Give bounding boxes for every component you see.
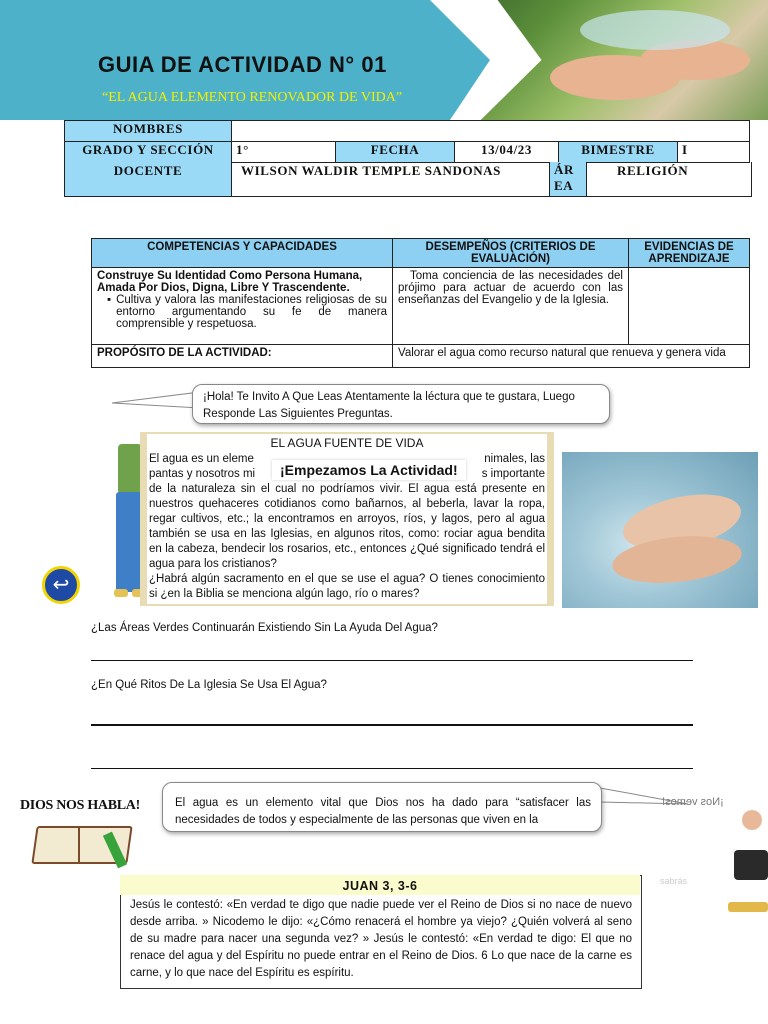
comp-header-evidencias: EVIDENCIAS DE APRENDIZAJE: [629, 239, 750, 268]
bullet-icon: ▪: [107, 294, 112, 306]
gospel-text: Jesús le contestó: «En verdad te digo que nadie puede ver el Reino de Dios si no nace de nuevo desde arriba. » Nicodemo le dijo: «¿Cómo renacerá el hombre ya viejo? ¿Quién volverá al seno de su madre para nacer una segunda vez? » Jesús le contestó: «En verdad te digo: El que no renace del agua y del Espíritu no puede entrar en el Reino de Dios. 6 Lo que nace de la carne es carne, y lo que nace del Espíritu es espíritu.: [130, 899, 632, 979]
area-label-line1: ÁR: [554, 162, 574, 177]
faded-text: sabrás: [660, 876, 688, 886]
answer-line-1[interactable]: [91, 660, 693, 661]
mirrored-text: ¡Nos vemos!: [662, 796, 724, 808]
comp-header-competencias: COMPETENCIAS Y CAPACIDADES: [92, 239, 393, 268]
reading-paragraph: de la naturaleza sin el cual no podríamos vivir. El agua está presente en nuestros quehaceres cotidianos como bañarnos, al beberla, lavar la ropa, regar cultivos, etc.; la encontramos en arroyos, ríos, y lagos, pero al agua también se usa en las Iglesias, en algunos ritos, como: rociar agua bendita en la cabeza, bendecir los rosarios, etc., entonces ¿Qué significado tendrá el agua para los cristianos?: [149, 483, 545, 570]
bimestre-value: I: [678, 142, 750, 163]
question-1: ¿Las Áreas Verdes Continuarán Existiendo Sin La Ayuda Del Agua?: [91, 622, 438, 634]
open-bible-icon: [28, 822, 132, 868]
page-title: GUIA DE ACTIVIDAD N° 01: [98, 52, 387, 77]
intro-bubble: ¡Hola! Te Invito A Que Leas Atentamente la léctura que te gustara, Luego Responde Las Siguientes Preguntas.: [192, 384, 610, 424]
proposito-value: Valorar el agua como recurso natural que renueva y genera vida: [393, 345, 750, 368]
answer-line-2[interactable]: [91, 724, 693, 726]
desempeno-text: Toma conciencia de las necesidades del prójimo para actuar de acuerdo con las enseñanzas del Evangelio y de la Iglesia.: [393, 268, 629, 345]
area-label-line2: EA: [554, 178, 574, 193]
capacidad-item: [97, 294, 387, 330]
dios-habla-bubble: El agua es un elemento vital que Dios nos ha dado para “satisfacer las necesidades de todos y especialmente de las personas que viven en la: [162, 782, 602, 832]
competencia-text: Construye Su Identidad Como Persona Humana, Amada Por Dios, Digna, Libre Y Trascendente.: [97, 270, 363, 294]
reading-line-1b: nimales, las: [484, 453, 545, 465]
fecha-value: 13/04/23: [455, 142, 559, 163]
docente-label: DOCENTE: [65, 162, 232, 196]
hands-water-photo: [562, 452, 758, 608]
reading-question: ¿Habrá algún sacramento en el que se use el agua? O tienes conocimiento si ¿en la Biblia se menciona algún lago, río o mares?: [149, 573, 545, 600]
grado-value: 1°: [232, 142, 336, 163]
bimestre-label: BIMESTRE: [559, 142, 678, 163]
area-value: RELIGIÓN: [617, 163, 689, 178]
evidencias-cell: [629, 268, 750, 345]
competencias-table: [91, 238, 750, 368]
comp-cell-competencia: [92, 268, 393, 345]
bubble-tail: [112, 384, 202, 414]
nombres-label: NOMBRES: [65, 121, 232, 142]
reading-line-2b: s importante: [481, 468, 545, 480]
gospel-title: JUAN 3, 3-6: [120, 875, 640, 895]
question-2: ¿En Qué Ritos De La Iglesia Se Usa El Agua?: [91, 679, 327, 691]
reading-line-1a: El agua es un eleme: [149, 453, 254, 465]
return-arrow-icon[interactable]: ↩: [42, 566, 80, 604]
header-banner: [0, 0, 768, 120]
start-activity-banner: ¡Empezamos La Actividad!: [272, 460, 466, 480]
reading-line-2a: pantas y nosotros mi: [149, 468, 256, 480]
nombres-field[interactable]: [232, 121, 750, 142]
docente-value: WILSON WALDIR TEMPLE SANDONAS: [241, 163, 502, 178]
person-illustration: [724, 810, 768, 920]
docente-row: [64, 162, 752, 197]
comp-header-desempenos: DESEMPEÑOS (CRITERIOS DE EVALUACIÓN): [393, 239, 629, 268]
proposito-label: PROPÓSITO DE LA ACTIVIDAD:: [92, 345, 393, 368]
fecha-label: FECHA: [336, 142, 455, 163]
reading-title: EL AGUA FUENTE DE VIDA: [270, 436, 424, 450]
grado-label: GRADO Y SECCIÓN: [65, 142, 232, 163]
area-label: [549, 162, 587, 196]
dios-habla-label: DIOS NOS HABLA!: [20, 798, 140, 813]
capacidad-text: Cultiva y valora las manifestaciones religiosas de su entorno argumentando su fe de manera comprensible y respetuosa.: [116, 294, 387, 330]
page-subtitle: “EL AGUA ELEMENTO RENOVADOR DE VIDA”: [102, 90, 403, 105]
student-info-table: [64, 120, 750, 163]
answer-line-3[interactable]: [91, 768, 693, 769]
